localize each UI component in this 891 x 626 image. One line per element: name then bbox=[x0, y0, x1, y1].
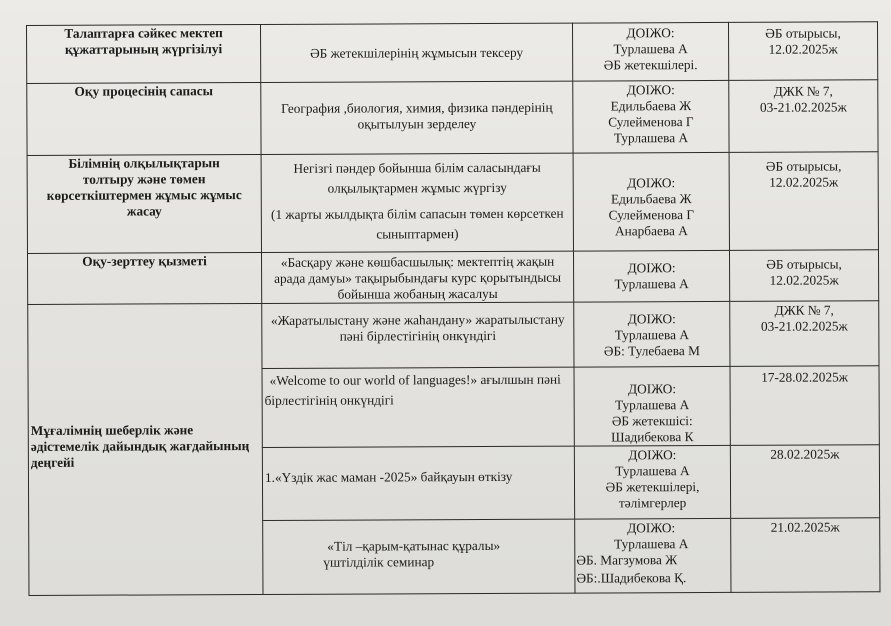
date-line: 12.02.2025ж bbox=[769, 272, 839, 288]
direction-line: Оқу-зерттеу қызметі bbox=[82, 253, 207, 269]
direction-cell bbox=[27, 252, 261, 304]
activity-line: «Тіл –қарым-қатынас құралы» bbox=[327, 537, 501, 554]
table-row bbox=[27, 250, 878, 305]
responsible-cell bbox=[575, 518, 731, 593]
activity-line: «Басқару және көшбасшылық: мектептің жақын bbox=[280, 253, 555, 270]
date-line: ӘБ отырысы, bbox=[765, 158, 842, 174]
date-cell bbox=[730, 445, 879, 519]
responsible-line: ДОІЖО: bbox=[627, 260, 676, 276]
responsible-cell bbox=[574, 445, 730, 519]
responsible-cell bbox=[572, 22, 728, 81]
activity-cell bbox=[261, 81, 573, 154]
responsible-cell bbox=[573, 152, 729, 251]
activity-line: олқылықтармен жұмыс жүргізу bbox=[327, 179, 507, 196]
activity-line: «Жаратылыстану және жаһандану» жаратылыстану bbox=[270, 311, 565, 328]
activity-line: «Welcome to our world of languages!» ағылшын пәні bbox=[269, 371, 561, 388]
responsible-line: ӘБ:.Шадибекова Қ. bbox=[576, 570, 687, 586]
activity-line: сыныптармен) bbox=[376, 226, 459, 242]
responsible-line: Турлашева А bbox=[615, 463, 690, 479]
date-line: ӘБ отырысы, bbox=[765, 25, 841, 41]
direction-cell bbox=[27, 82, 261, 155]
responsible-line: Турлашева А bbox=[614, 536, 689, 552]
direction-line: Мұғалімнің шеберлік және bbox=[30, 422, 194, 438]
table-row bbox=[28, 301, 879, 370]
responsible-line: Сулейменова Г bbox=[608, 114, 694, 130]
table-row bbox=[27, 152, 878, 254]
date-line: 03-21.02.2025ж bbox=[760, 318, 848, 334]
responsible-line: Шадибекова К bbox=[611, 429, 694, 445]
date-cell bbox=[730, 301, 879, 367]
direction-line: көрсеткіштермен жұмыс жұмыс bbox=[46, 187, 242, 203]
activity-cell bbox=[262, 367, 574, 447]
table-row bbox=[27, 80, 878, 156]
responsible-line: Турлашева А bbox=[615, 397, 690, 413]
date-cell bbox=[728, 22, 877, 81]
activity-line: Негізгі пәндер бойынша білім саласындағы bbox=[293, 159, 541, 176]
activity-cell bbox=[262, 302, 574, 368]
responsible-line: тәлімгерлер bbox=[618, 495, 687, 511]
direction-line: толтыру және төмен bbox=[82, 171, 206, 187]
responsible-cell bbox=[574, 366, 730, 446]
activity-line: үштілділік семинар bbox=[323, 554, 435, 570]
responsible-line: ДОІЖО: bbox=[626, 82, 675, 98]
responsible-line: Турлашева А bbox=[613, 41, 688, 57]
responsible-line: ДОІЖО: bbox=[627, 311, 676, 327]
direction-line: құжаттарының жүргізілуі bbox=[64, 41, 223, 57]
direction-line: жасау bbox=[126, 203, 162, 219]
activity-line: арада дамуы» тақырыбындағы курс қорытындысы bbox=[274, 269, 562, 286]
responsible-line: ДОІЖО: bbox=[628, 381, 677, 397]
activity-line: География ,биология, химия, физика пәндерінің bbox=[281, 99, 553, 116]
date-line: 12.02.2025ж bbox=[769, 174, 839, 190]
date-line: 03-21.02.2025ж bbox=[759, 99, 847, 115]
date-cell bbox=[731, 518, 880, 593]
responsible-line: ДОІЖО: bbox=[627, 520, 676, 536]
activity-cell bbox=[261, 153, 573, 252]
date-line: 12.02.2025ж bbox=[768, 41, 838, 57]
date-line: 17-28.02.2025ж bbox=[761, 369, 848, 385]
date-cell bbox=[730, 366, 879, 446]
date-line: ДЖК № 7, bbox=[774, 302, 834, 318]
responsible-cell bbox=[574, 301, 730, 367]
direction-line: деңгейі bbox=[30, 454, 75, 470]
date-cell bbox=[729, 152, 878, 251]
direction-cell bbox=[27, 24, 261, 83]
responsible-cell bbox=[573, 80, 729, 153]
responsible-line: ӘБ: Тулебаева М bbox=[603, 343, 700, 359]
date-line: ДЖК № 7, bbox=[773, 83, 833, 99]
document-sheet bbox=[26, 21, 879, 593]
activity-cell bbox=[263, 519, 575, 594]
direction-line: Талаптарға сәйкес мектеп bbox=[64, 25, 223, 41]
activity-cell bbox=[261, 251, 573, 303]
date-line: 21.02.2025ж bbox=[770, 519, 840, 535]
date-line: 28.02.2025ж bbox=[770, 446, 840, 462]
responsible-line: Анарбаева А bbox=[614, 223, 688, 239]
direction-line: Оқу процесінің сапасы bbox=[74, 83, 214, 99]
activity-line: ӘБ жетекшілерінің жұмысын тексеру bbox=[310, 44, 524, 61]
activity-line: (1 жарты жылдықта білім сапасын төмен көрсеткен bbox=[270, 205, 564, 222]
responsible-cell bbox=[573, 250, 729, 302]
responsible-line: Турлашева А bbox=[614, 327, 689, 343]
direction-line: әдістемелік дайындық жағдайының bbox=[30, 438, 250, 454]
table-row bbox=[27, 22, 878, 84]
activity-line: бойынша жобаның жасалуы bbox=[337, 285, 498, 302]
responsible-line: ДОІЖО: bbox=[627, 175, 676, 191]
responsible-line: ӘБ жетекшілері, bbox=[605, 479, 700, 495]
activity-line: оқытылуын зерделеу bbox=[357, 116, 477, 132]
activity-cell bbox=[260, 23, 572, 82]
activity-line: 1.«Үздік жас маман -2025» байқауын өткізу bbox=[264, 468, 513, 485]
activity-line: пәні бірлестігінің онкүндігі bbox=[339, 327, 497, 344]
direction-cell bbox=[27, 154, 261, 253]
date-cell bbox=[729, 80, 878, 153]
date-cell bbox=[729, 250, 878, 302]
direction-line: Білімнің олқылықтарын bbox=[68, 155, 220, 171]
responsible-line: ДОІЖО: bbox=[628, 447, 677, 463]
responsible-line: ӘБ жетекшісі: bbox=[611, 413, 693, 429]
responsible-line: Едильбаева Ж bbox=[610, 98, 692, 114]
responsible-line: ӘБ жетекшілері. bbox=[603, 57, 698, 73]
responsible-line: ДОІЖО: bbox=[626, 25, 675, 41]
responsible-line: Турлашева А bbox=[613, 130, 689, 146]
activity-cell bbox=[262, 446, 574, 520]
date-line: ӘБ отырысы, bbox=[766, 256, 842, 272]
direction-cell bbox=[28, 303, 263, 595]
responsible-line: ӘБ. Магзумова Ж bbox=[576, 552, 678, 568]
responsible-line: Сулейменова Г bbox=[608, 207, 695, 223]
activity-line: бірлестігінің онкүндігі bbox=[264, 392, 394, 408]
work-plan-table bbox=[26, 21, 880, 596]
responsible-line: Едильбаева Ж bbox=[610, 191, 692, 207]
responsible-line: Турлашева А bbox=[614, 276, 689, 292]
